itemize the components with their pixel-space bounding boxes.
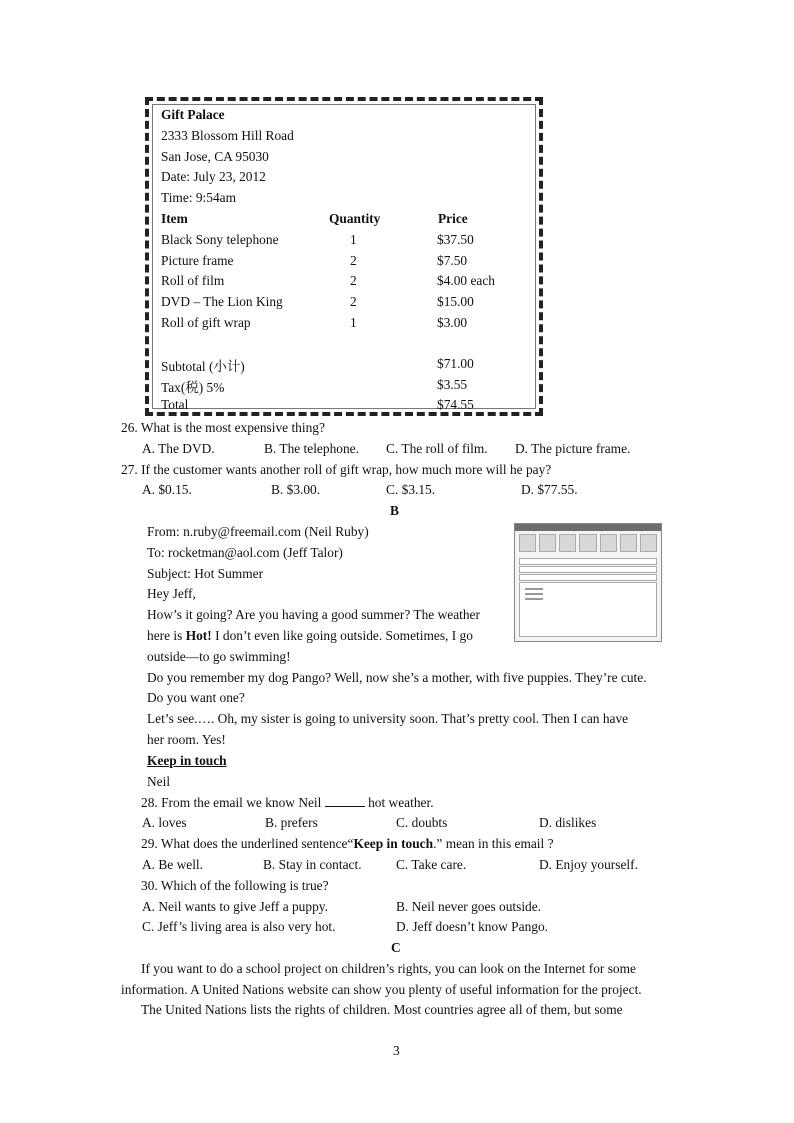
passage-c-line-2: information. A United Nations website can show you plenty of useful information for the project. — [121, 982, 642, 997]
text-line — [525, 598, 543, 600]
toolbar-button — [579, 534, 596, 552]
email-paragraph-2-line-2: Do you want one? — [147, 690, 245, 705]
email-paragraph-1-line-1: How’s it going? Are you having a good summer? The weather — [147, 607, 480, 622]
window-titlebar — [515, 524, 661, 531]
tax-value: $3.55 — [437, 377, 468, 392]
question-28-stem — [141, 795, 434, 811]
subject-field — [519, 574, 657, 581]
email-paragraph-1-line-2 — [147, 628, 473, 644]
subtotal-label: Subtotal (小计) — [161, 359, 245, 374]
email-paragraph-3-line-2: her room. Yes! — [147, 732, 226, 747]
question-29-stem — [141, 836, 554, 852]
toolbar-button — [539, 534, 556, 552]
question-27-option-a: A. $0.15. — [142, 482, 192, 497]
question-26-option-c: C. The roll of film. — [386, 441, 488, 456]
text-line — [525, 588, 543, 590]
row-qty: 2 — [350, 253, 357, 268]
question-26-option-d: D. The picture frame. — [515, 441, 631, 456]
section-c-heading: C — [391, 940, 401, 955]
row-item: Roll of film — [161, 273, 225, 288]
email-subject: Subject: Hot Summer — [147, 566, 264, 581]
toolbar-button — [620, 534, 637, 552]
toolbar-button — [600, 534, 617, 552]
question-30-option-a: A. Neil wants to give Jeff a puppy. — [142, 899, 328, 914]
question-29-stem-end: .” mean in this email ? — [433, 836, 554, 851]
email-greeting: Hey Jeff, — [147, 586, 196, 601]
store-address-line1: 2333 Blossom Hill Road — [161, 128, 294, 143]
question-27-option-d: D. $77.55. — [521, 482, 578, 497]
question-29-option-c: C. Take care. — [396, 857, 467, 872]
row-price: $37.50 — [437, 232, 474, 247]
question-28-option-a: A. loves — [142, 815, 187, 830]
email-client-screenshot-image — [514, 523, 662, 642]
row-item: Roll of gift wrap — [161, 315, 251, 330]
header-item: Item — [161, 211, 188, 226]
row-item: Picture frame — [161, 253, 234, 268]
email-closing: Keep in touch — [147, 753, 227, 768]
email-paragraph-2-line-1: Do you remember my dog Pango? Well, now she’s a mother, with five puppies. They’re cute. — [147, 670, 647, 685]
address-field — [519, 566, 657, 573]
question-27-option-c: C. $3.15. — [386, 482, 436, 497]
question-27-option-b: B. $3.00. — [271, 482, 321, 497]
page-number: 3 — [393, 1043, 400, 1058]
subtotal-value: $71.00 — [437, 356, 474, 371]
email-from: From: n.ruby@freemail.com (Neil Ruby) — [147, 524, 369, 539]
email-to: To: rocketman@aol.com (Jeff Talor) — [147, 545, 343, 560]
toolbar-button — [559, 534, 576, 552]
row-qty: 1 — [350, 315, 357, 330]
row-qty: 2 — [350, 273, 357, 288]
email-paragraph-3-line-1: Let’s see.…. Oh, my sister is going to university soon. That’s pretty cool. Then I can have — [147, 711, 629, 726]
row-price: $7.50 — [437, 253, 468, 268]
email-signature: Neil — [147, 774, 171, 789]
total-value: $74.55 — [437, 397, 474, 412]
row-qty: 2 — [350, 294, 357, 309]
question-29-quoted-sentence: Keep in touch — [353, 836, 434, 851]
question-28-option-b: B. prefers — [265, 815, 318, 830]
question-29-option-d: D. Enjoy yourself. — [539, 857, 638, 872]
passage-c-line-1: If you want to do a school project on children’s rights, you can look on the Internet for some — [141, 961, 636, 976]
question-29-stem-start: 29. What does the underlined sentence“ — [141, 836, 354, 851]
answer-blank — [325, 796, 365, 807]
question-28-option-d: D. dislikes — [539, 815, 597, 830]
question-29-option-a: A. Be well. — [142, 857, 203, 872]
email-text: I don’t even like going outside. Sometimes, I go — [215, 628, 473, 643]
toolbar-button — [519, 534, 536, 552]
question-30-stem: 30. Which of the following is true? — [141, 878, 329, 893]
section-b-heading: B — [390, 503, 399, 518]
row-qty: 1 — [350, 232, 357, 247]
text-line — [525, 593, 543, 595]
question-26-option-a: A. The DVD. — [142, 441, 215, 456]
row-price: $4.00 each — [437, 273, 496, 288]
receipt-date: Date: July 23, 2012 — [161, 169, 266, 184]
message-body-area — [519, 582, 657, 637]
question-28-stem-start: 28. From the email we know Neil — [141, 795, 322, 810]
row-price: $3.00 — [437, 315, 468, 330]
toolbar-button — [640, 534, 657, 552]
question-29-option-b: B. Stay in contact. — [263, 857, 362, 872]
store-name: Gift Palace — [161, 107, 225, 122]
row-price: $15.00 — [437, 294, 474, 309]
question-30-option-d: D. Jeff doesn’t know Pango. — [396, 919, 548, 934]
store-address-line2: San Jose, CA 95030 — [161, 149, 269, 164]
tax-label: Tax(税) 5% — [161, 380, 225, 395]
receipt-box — [145, 97, 543, 416]
row-item: Black Sony telephone — [161, 232, 279, 247]
header-price: Price — [438, 211, 468, 226]
row-item: DVD – The Lion King — [161, 294, 283, 309]
question-26-stem: 26. What is the most expensive thing? — [121, 420, 325, 435]
email-paragraph-1-line-3: outside—to go swimming! — [147, 649, 291, 664]
question-27-stem: 27. If the customer wants another roll of gift wrap, how much more will he pay? — [121, 462, 552, 477]
question-26-option-b: B. The telephone. — [264, 441, 359, 456]
address-field — [519, 558, 657, 565]
toolbar — [519, 534, 657, 552]
email-text: here is — [147, 628, 183, 643]
receipt-time: Time: 9:54am — [161, 190, 237, 205]
total-label: Total — [161, 397, 189, 412]
question-30-option-b: B. Neil never goes outside. — [396, 899, 542, 914]
question-28-option-c: C. doubts — [396, 815, 448, 830]
email-emphasis-hot: Hot! — [185, 628, 212, 643]
passage-c-line-3: The United Nations lists the rights of children. Most countries agree all of them, but some — [141, 1002, 623, 1017]
question-28-stem-end: hot weather. — [368, 795, 434, 810]
header-quantity: Quantity — [329, 211, 381, 226]
question-30-option-c: C. Jeff’s living area is also very hot. — [142, 919, 336, 934]
